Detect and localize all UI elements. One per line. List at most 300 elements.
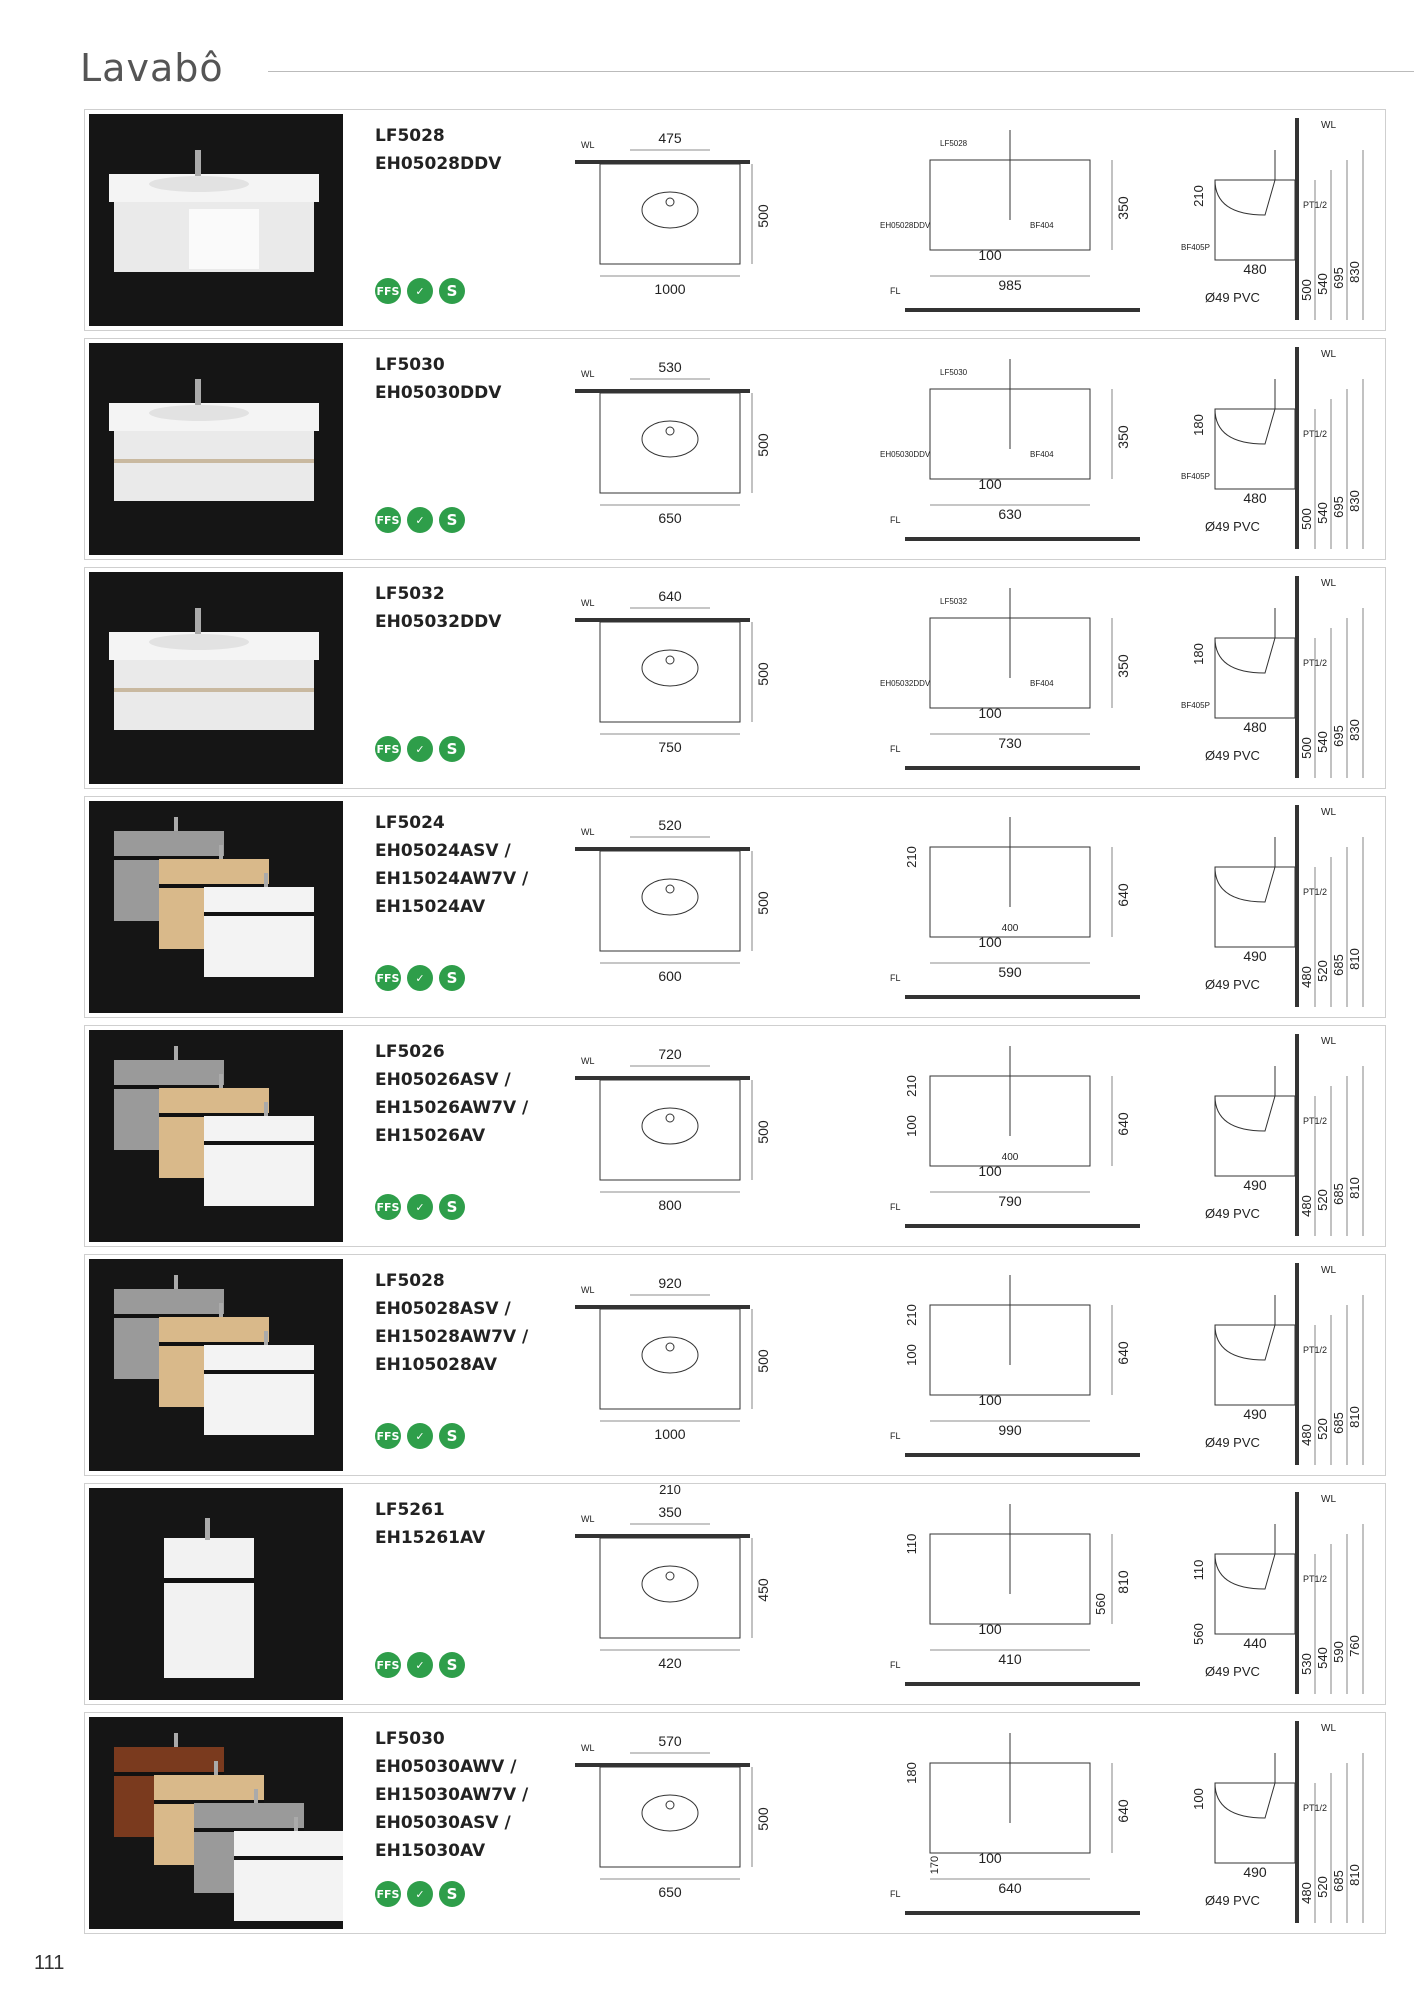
dim-height-540: 540: [1315, 1647, 1330, 1669]
model-code: EH05030DDV: [375, 383, 502, 403]
model-code: EH15030AV: [375, 1841, 486, 1861]
s-badge-icon: S: [439, 1423, 465, 1449]
dim-width: 590: [998, 964, 1022, 980]
product-row: [84, 1712, 1386, 1934]
faucet: [195, 608, 201, 634]
dim-depth: 450: [755, 1578, 771, 1602]
front-view-drawing: [875, 339, 1145, 561]
feature-badges: [375, 965, 465, 991]
feature-badges: [375, 507, 465, 533]
product-photo: [89, 801, 343, 1013]
wl-label: WL: [581, 1056, 595, 1066]
cabinet-side-view: [1215, 1096, 1295, 1176]
model-code: LF5028: [375, 1271, 445, 1291]
model-codes: [375, 1725, 528, 1865]
s-badge-icon: S: [439, 965, 465, 991]
dim-width: 985: [998, 277, 1022, 293]
dim-hole-spacing: 570: [658, 1733, 682, 1749]
drain-icon: [666, 427, 674, 435]
label-basin-model: LF5030: [940, 368, 968, 377]
ffs-badge-icon: FFS: [375, 278, 401, 304]
dim-center: 100: [978, 934, 1002, 950]
basin-bowl: [642, 1337, 698, 1373]
dim-body: 560: [1093, 1593, 1108, 1615]
fl-label: FL: [890, 1660, 901, 1670]
page-title: Lavabô: [80, 46, 224, 90]
dim-hole-spacing: 530: [658, 359, 682, 375]
cabinet-side-view: [1215, 180, 1295, 260]
product-photo: [89, 1488, 343, 1700]
basin-top-view: [600, 393, 740, 493]
top-view-drawing: [575, 797, 875, 1019]
product-photo: [89, 1717, 343, 1929]
dim-height-590: 590: [1331, 1641, 1346, 1663]
dim-basin-height: 180: [1191, 643, 1206, 665]
model-code: LF5024: [375, 813, 445, 833]
wl-label: WL: [1321, 807, 1336, 818]
dim-width: 420: [658, 1655, 682, 1671]
front-view-drawing: [875, 110, 1145, 332]
model-code: EH15026AV: [375, 1126, 486, 1146]
page-number: 111: [34, 1952, 65, 1974]
basin-side-bowl: [1215, 180, 1275, 215]
dim-height-760: 760: [1347, 1635, 1362, 1657]
feature-badges: [375, 278, 465, 304]
faucet: [195, 379, 201, 405]
feature-badges: [375, 1423, 465, 1449]
dim-depth: 500: [755, 891, 771, 915]
model-code: LF5028: [375, 126, 445, 146]
dim-basin-height: 180: [1191, 414, 1206, 436]
s-badge-icon: S: [439, 1881, 465, 1907]
model-code: EH05030AWV /: [375, 1757, 517, 1777]
label-pvc: Ø49 PVC: [1205, 1893, 1260, 1908]
dim-center: 100: [978, 1621, 1002, 1637]
faucet: [195, 150, 201, 176]
dim-depth: 480: [1243, 719, 1267, 735]
dim-hole-spacing: 475: [658, 130, 682, 146]
dim-depth: 500: [755, 1349, 771, 1373]
label-pipe: PT1/2: [1303, 429, 1328, 439]
dim-height-810: 810: [1347, 1177, 1362, 1199]
basin-top-view: [600, 1309, 740, 1409]
label-pvc: Ø49 PVC: [1205, 748, 1260, 763]
label-siphon: BF405P: [1181, 701, 1210, 710]
model-codes: [375, 809, 528, 921]
dim-height-685: 685: [1331, 1183, 1346, 1205]
check-badge-icon: ✓: [407, 1881, 433, 1907]
dim-height-695: 695: [1331, 267, 1346, 289]
dim-height-685: 685: [1331, 1412, 1346, 1434]
basin-bowl: [642, 1566, 698, 1602]
dim-height-520: 520: [1315, 1876, 1330, 1898]
feature-badges: [375, 1194, 465, 1220]
product-row: [84, 567, 1386, 789]
label-siphon: BF405P: [1181, 243, 1210, 252]
side-view-drawing: [1145, 339, 1385, 561]
dim-depth: 500: [755, 204, 771, 228]
label-pvc: Ø49 PVC: [1205, 1435, 1260, 1450]
dim-depth: 500: [755, 1807, 771, 1831]
label-siphon: BF404: [1030, 221, 1054, 230]
dim-height-480: 480: [1299, 1424, 1314, 1446]
check-badge-icon: ✓: [407, 1652, 433, 1678]
dim-top: 210: [904, 846, 919, 868]
side-view-drawing: [1145, 110, 1385, 332]
top-view-drawing: [575, 568, 875, 790]
drain-icon: [666, 656, 674, 664]
ffs-badge-icon: FFS: [375, 507, 401, 533]
side-view-drawing: [1145, 1026, 1385, 1248]
product-row: [84, 338, 1386, 560]
check-badge-icon: ✓: [407, 1194, 433, 1220]
cabinet-body: [114, 660, 314, 730]
label-pvc: Ø49 PVC: [1205, 290, 1260, 305]
dim-center: 100: [978, 1850, 1002, 1866]
dim-height-480: 480: [1299, 1882, 1314, 1904]
wl-label: WL: [581, 1743, 595, 1753]
label-pvc: Ø49 PVC: [1205, 1664, 1260, 1679]
dim-height-695: 695: [1331, 725, 1346, 747]
model-code: EH15026AW7V /: [375, 1098, 529, 1118]
front-view-drawing: [875, 1484, 1145, 1706]
label-pvc: Ø49 PVC: [1205, 977, 1260, 992]
model-codes: [375, 351, 501, 407]
title-rule: [268, 71, 1414, 72]
s-badge-icon: S: [439, 278, 465, 304]
label-pipe: PT1/2: [1303, 658, 1328, 668]
dim-center: 100: [978, 476, 1002, 492]
cabinet-variant: [204, 887, 314, 977]
dim-hole-spacing: 640: [658, 588, 682, 604]
dim-height-540: 540: [1315, 502, 1330, 524]
cabinet-side-view: [1215, 1325, 1295, 1405]
front-view-drawing: [875, 568, 1145, 790]
dim-height-480: 480: [1299, 966, 1314, 988]
dim-top: 180: [904, 1762, 919, 1784]
wl-label: WL: [581, 1514, 595, 1524]
fl-label: FL: [890, 515, 901, 525]
basin-side-bowl: [1215, 1325, 1275, 1360]
dim-height-530: 530: [1299, 1653, 1314, 1675]
basin-side-bowl: [1215, 1096, 1275, 1131]
model-code: EH05028DDV: [375, 154, 502, 174]
basin-top-view: [600, 1538, 740, 1638]
fl-label: FL: [890, 1889, 901, 1899]
dim-center: 100: [978, 705, 1002, 721]
fl-label: FL: [890, 286, 901, 296]
dim-depth: 440: [1243, 1635, 1267, 1651]
fl-label: FL: [890, 1431, 901, 1441]
label-cabinet-model: EH05028DDV: [880, 221, 931, 230]
dim-depth: 500: [755, 662, 771, 686]
ffs-badge-icon: FFS: [375, 1881, 401, 1907]
label-pvc: Ø49 PVC: [1205, 519, 1260, 534]
cabinet-side-view: [1215, 409, 1295, 489]
feature-badges: [375, 1652, 465, 1678]
dim-height-685: 685: [1331, 1870, 1346, 1892]
basin-bowl: [642, 879, 698, 915]
dim-hole-spacing: 520: [658, 817, 682, 833]
basin-bowl: [642, 1795, 698, 1831]
drain-icon: [666, 1343, 674, 1351]
dim-height-540: 540: [1315, 273, 1330, 295]
drain-icon: [666, 885, 674, 893]
dim-depth: 500: [755, 1120, 771, 1144]
product-row: [84, 1025, 1386, 1247]
cabinet-side-view: [1215, 638, 1295, 718]
check-badge-icon: ✓: [407, 507, 433, 533]
model-code: LF5026: [375, 1042, 445, 1062]
cabinet-side-view: [1215, 1554, 1295, 1634]
dim-basin-height: 210: [1191, 185, 1206, 207]
dim-height-520: 520: [1315, 1418, 1330, 1440]
wl-label: WL: [1321, 349, 1336, 360]
side-view-drawing: [1145, 1713, 1385, 1935]
dim-height-810: 810: [1347, 948, 1362, 970]
dim-width: 1000: [654, 1426, 686, 1442]
drain-icon: [666, 1114, 674, 1122]
product-photo: [89, 114, 343, 326]
ffs-badge-icon: FFS: [375, 965, 401, 991]
basin-bowl: [642, 1108, 698, 1144]
dim-width: 750: [658, 739, 682, 755]
dim-top: 110: [904, 1533, 919, 1555]
top-view-drawing: [575, 110, 875, 332]
product-photo: [89, 572, 343, 784]
dim-width: 650: [658, 1884, 682, 1900]
dim-height-540: 540: [1315, 731, 1330, 753]
side-view-drawing: [1145, 1484, 1385, 1706]
cabinet-body: [164, 1538, 254, 1678]
model-code: LF5261: [375, 1500, 445, 1520]
model-code: EH05030ASV /: [375, 1813, 511, 1833]
model-code: EH15028AW7V /: [375, 1327, 529, 1347]
dim-width: 790: [998, 1193, 1022, 1209]
dim-height: 640: [1115, 883, 1131, 907]
label-basin-model: LF5028: [940, 139, 968, 148]
front-view-drawing: [875, 797, 1145, 1019]
dim-height: 640: [1115, 1799, 1131, 1823]
dim-height: 640: [1115, 1341, 1131, 1365]
dim-depth: 480: [1243, 261, 1267, 277]
model-code: EH15024AV: [375, 897, 486, 917]
basin-bowl: [642, 192, 698, 228]
dim-width: 640: [998, 1880, 1022, 1896]
label-siphon: BF404: [1030, 450, 1054, 459]
top-view-drawing: [575, 1026, 875, 1248]
product-photo: [89, 1259, 343, 1471]
dim-hole-spacing: 720: [658, 1046, 682, 1062]
dim-height-810: 810: [1347, 1406, 1362, 1428]
product-row: [84, 1254, 1386, 1476]
dim-height: 810: [1115, 1570, 1131, 1594]
dim-center: 100: [978, 1163, 1002, 1179]
side-view-drawing: [1145, 1255, 1385, 1477]
cabinet-variant: [234, 1831, 343, 1921]
model-code: EH105028AV: [375, 1355, 497, 1375]
basin-side-bowl: [1215, 867, 1275, 902]
label-pipe: PT1/2: [1303, 1116, 1328, 1126]
faucet: [205, 1518, 210, 1540]
dim-height-500: 500: [1299, 508, 1314, 530]
product-photo: [89, 343, 343, 555]
model-codes: [375, 1496, 485, 1552]
feature-badges: [375, 1881, 465, 1907]
wl-label: WL: [581, 598, 595, 608]
dim-width: 730: [998, 735, 1022, 751]
dim-width: 800: [658, 1197, 682, 1213]
label-pipe: PT1/2: [1303, 1803, 1328, 1813]
dim-body: 560: [1191, 1623, 1206, 1645]
top-view-drawing: [575, 339, 875, 561]
dim-depth: 490: [1243, 1864, 1267, 1880]
dim-top: 210: [904, 1075, 919, 1097]
dim-left: 100: [904, 1115, 919, 1137]
check-badge-icon: ✓: [407, 1423, 433, 1449]
cabinet-variant: [204, 1116, 314, 1206]
dim-width: 630: [998, 506, 1022, 522]
top-view-drawing: [575, 1713, 875, 1935]
model-code: EH05026ASV /: [375, 1070, 511, 1090]
dim-left: 100: [904, 1344, 919, 1366]
model-code: EH15030AW7V /: [375, 1785, 529, 1805]
dim-width: 410: [998, 1651, 1022, 1667]
wl-label: WL: [581, 827, 595, 837]
basin-side-bowl: [1215, 1554, 1275, 1589]
s-badge-icon: S: [439, 507, 465, 533]
model-code: EH05032DDV: [375, 612, 502, 632]
label-pipe: PT1/2: [1303, 1574, 1328, 1584]
check-badge-icon: ✓: [407, 965, 433, 991]
model-code: EH05024ASV /: [375, 841, 511, 861]
dim-hole-spacing-2: 210: [659, 1484, 681, 1497]
wl-label: WL: [581, 1285, 595, 1295]
basin-top-view: [600, 164, 740, 264]
dim-depth: 490: [1243, 1177, 1267, 1193]
label-siphon: BF405P: [1181, 472, 1210, 481]
s-badge-icon: S: [439, 1652, 465, 1678]
dim-depth: 490: [1243, 1406, 1267, 1422]
dim-height-810: 810: [1347, 1864, 1362, 1886]
ffs-badge-icon: FFS: [375, 736, 401, 762]
label-pvc: Ø49 PVC: [1205, 1206, 1260, 1221]
fl-label: FL: [890, 1202, 901, 1212]
cabinet-body: [114, 431, 314, 501]
model-codes: [375, 122, 501, 178]
dim-hole-spacing: 350: [658, 1504, 682, 1520]
basin-bowl: [642, 650, 698, 686]
label-pipe: PT1/2: [1303, 1345, 1328, 1355]
dim-depth: 480: [1243, 490, 1267, 506]
dim-center: 100: [978, 1392, 1002, 1408]
cabinet-side-view: [1215, 1783, 1295, 1863]
product-row: [84, 1483, 1386, 1705]
dim-inner: 400: [1001, 923, 1019, 934]
basin-side-bowl: [1215, 409, 1275, 444]
wl-label: WL: [1321, 578, 1336, 589]
dim-height-695: 695: [1331, 496, 1346, 518]
model-code: LF5030: [375, 1729, 445, 1749]
drain-icon: [666, 1801, 674, 1809]
label-basin-model: LF5032: [940, 597, 968, 606]
wl-label: WL: [1321, 1494, 1336, 1505]
feature-badges: [375, 736, 465, 762]
fl-label: FL: [890, 744, 901, 754]
model-code: LF5032: [375, 584, 445, 604]
dim-height-830: 830: [1347, 490, 1362, 512]
model-code: EH05028ASV /: [375, 1299, 511, 1319]
wl-label: WL: [581, 140, 595, 150]
dim-height-685: 685: [1331, 954, 1346, 976]
top-view-drawing: [575, 1484, 875, 1706]
side-view-drawing: [1145, 568, 1385, 790]
front-view-drawing: [875, 1255, 1145, 1477]
dim-top: 210: [904, 1304, 919, 1326]
dim-width: 600: [658, 968, 682, 984]
label-cabinet-model: EH05030DDV: [880, 450, 931, 459]
front-view-drawing: [875, 1713, 1145, 1935]
model-code: EH15024AW7V /: [375, 869, 529, 889]
dim-height: 640: [1115, 1112, 1131, 1136]
dim-basin-height: 100: [1191, 1788, 1206, 1810]
dim-height: 350: [1115, 654, 1131, 678]
dim-width: 650: [658, 510, 682, 526]
check-badge-icon: ✓: [407, 736, 433, 762]
front-view-drawing: [875, 1026, 1145, 1248]
dim-width: 1000: [654, 281, 686, 297]
s-badge-icon: S: [439, 1194, 465, 1220]
s-badge-icon: S: [439, 736, 465, 762]
dim-height-480: 480: [1299, 1195, 1314, 1217]
basin-top-view: [600, 622, 740, 722]
basin-top-view: [600, 851, 740, 951]
wl-label: WL: [1321, 1265, 1336, 1276]
dim-height-520: 520: [1315, 1189, 1330, 1211]
dim-width: 990: [998, 1422, 1022, 1438]
dim-height: 350: [1115, 425, 1131, 449]
dim-height-830: 830: [1347, 719, 1362, 741]
ffs-badge-icon: FFS: [375, 1423, 401, 1449]
dim-height-500: 500: [1299, 279, 1314, 301]
model-code: EH15261AV: [375, 1528, 486, 1548]
model-codes: [375, 1267, 528, 1379]
dim-hole-spacing: 920: [658, 1275, 682, 1291]
basin-side-bowl: [1215, 638, 1275, 673]
cabinet-side-view: [1215, 867, 1295, 947]
dim-depth: 500: [755, 433, 771, 457]
basin-top-view: [600, 1767, 740, 1867]
drain-icon: [666, 1572, 674, 1580]
basin-side-bowl: [1215, 1783, 1275, 1818]
wl-label: WL: [1321, 120, 1336, 131]
dim-height: 350: [1115, 196, 1131, 220]
basin-top-view: [600, 1080, 740, 1180]
top-view-drawing: [575, 1255, 875, 1477]
wl-label: WL: [1321, 1036, 1336, 1047]
cabinet-variant: [204, 1345, 314, 1435]
model-code: LF5030: [375, 355, 445, 375]
product-photo: [89, 1030, 343, 1242]
ffs-badge-icon: FFS: [375, 1652, 401, 1678]
dim-height-500: 500: [1299, 737, 1314, 759]
wl-label: WL: [581, 369, 595, 379]
check-badge-icon: ✓: [407, 278, 433, 304]
dim-height-520: 520: [1315, 960, 1330, 982]
model-codes: [375, 580, 501, 636]
model-codes: [375, 1038, 528, 1150]
label-cabinet-model: EH05032DDV: [880, 679, 931, 688]
